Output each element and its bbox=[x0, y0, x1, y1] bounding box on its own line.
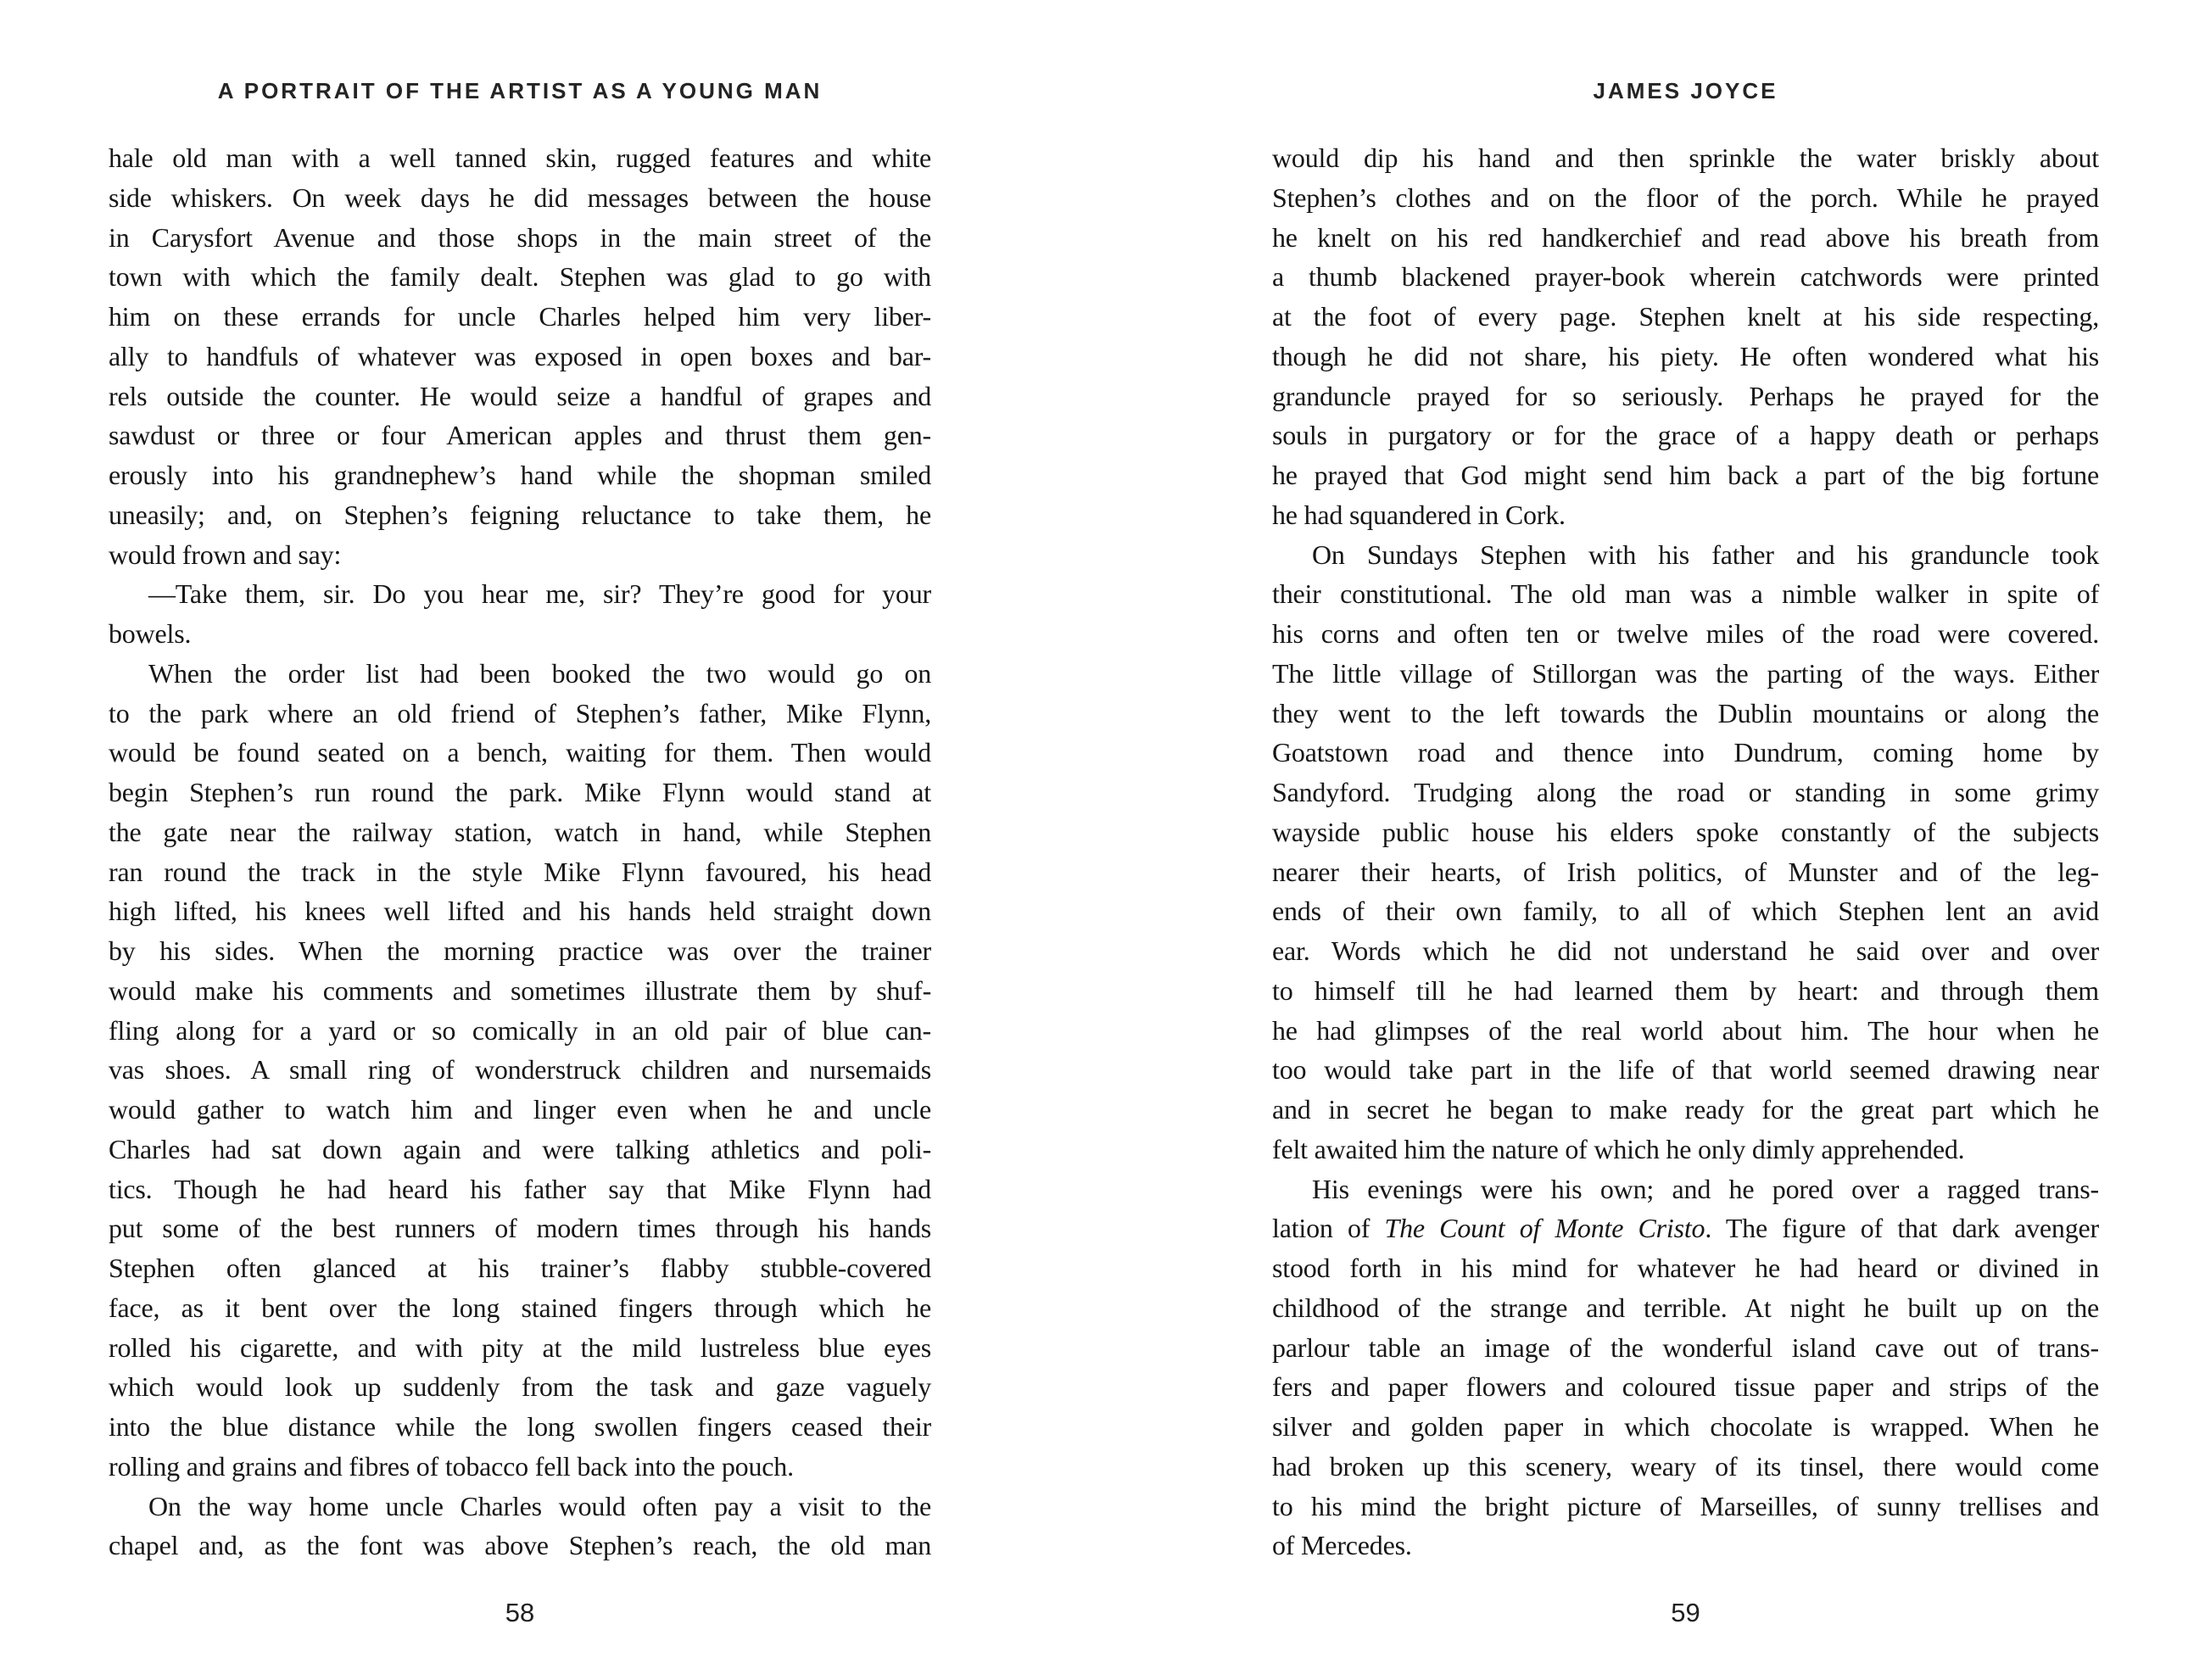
text-segment: town with which the family dealt. Stephen was glad to go with bbox=[109, 261, 931, 293]
text-line bbox=[109, 178, 931, 218]
page-number-right: 59 bbox=[1671, 1598, 1700, 1627]
text-line bbox=[109, 138, 931, 178]
text-line bbox=[1272, 654, 2099, 694]
text-line-content bbox=[1272, 698, 2099, 728]
text-line bbox=[109, 694, 931, 734]
text-line-content bbox=[109, 975, 931, 1006]
text-line-content bbox=[109, 539, 341, 570]
text-line bbox=[109, 1447, 931, 1487]
text-line-content bbox=[1272, 935, 2099, 966]
text-line-content bbox=[1272, 182, 2099, 213]
text-segment: he had glimpses of the real world about him. The hour when he bbox=[1272, 1014, 2099, 1046]
text-segment: parlour table an image of the wonderful island cave out of trans- bbox=[1272, 1331, 2099, 1363]
text-line-content bbox=[109, 935, 931, 966]
text-segment: would make his comments and sometimes illustrate them by shuf- bbox=[109, 974, 932, 1006]
text-segment: rolling and grains and fibres of tobacco fell back into the pouch. bbox=[109, 1450, 794, 1482]
text-line bbox=[1272, 218, 2099, 258]
text-segment: ran round the track in the style Mike Flynn favoured, his head bbox=[109, 856, 932, 887]
text-segment: His evenings were his own; and he pored over a ragged trans- bbox=[1312, 1173, 2100, 1204]
text-segment: into the blue distance while the long swollen fingers ceased their bbox=[109, 1411, 932, 1442]
text-line bbox=[109, 297, 931, 337]
text-line-content bbox=[148, 578, 931, 609]
text-segment: Stephen’s clothes and on the floor of the porch. While he prayed bbox=[1272, 181, 2099, 213]
text-segment: put some of the best runners of modern times through his hands bbox=[109, 1213, 932, 1244]
text-line bbox=[109, 1328, 931, 1368]
text-line-content bbox=[109, 777, 931, 807]
text-segment: to his mind the bright picture of Marseilles, of sunny trellises and bbox=[1272, 1490, 2099, 1521]
text-segment: though he did not share, his piety. He often wondered what his bbox=[1272, 340, 2100, 371]
text-segment: at the foot of every page. Stephen knelt at his side respecting, bbox=[1272, 301, 2100, 332]
text-line bbox=[1272, 1208, 2099, 1248]
text-segment: which would look up suddenly from the task and gaze vaguely bbox=[109, 1371, 931, 1403]
text-line-content bbox=[109, 857, 931, 887]
text-line-content bbox=[109, 1094, 931, 1125]
text-line-content bbox=[109, 460, 931, 490]
text-line bbox=[1272, 337, 2099, 377]
text-line bbox=[109, 1487, 931, 1527]
text-segment: his corns and often ten or twelve miles of the road were covered. bbox=[1272, 618, 2100, 649]
text-line-content bbox=[1272, 1451, 2099, 1482]
text-segment: On the way home uncle Charles would often pay a visit to the bbox=[148, 1490, 932, 1521]
text-line-content bbox=[109, 1054, 931, 1085]
text-line-content bbox=[109, 301, 931, 332]
text-line-content bbox=[1272, 1371, 2099, 1402]
text-segment: granduncle prayed for so seriously. Perhaps he prayed for the bbox=[1272, 380, 2099, 411]
text-line bbox=[109, 377, 931, 416]
text-segment: would gather to watch him and linger even when he and uncle bbox=[109, 1094, 931, 1125]
text-line-content bbox=[1272, 1332, 2099, 1363]
text-line-content bbox=[109, 222, 931, 253]
text-line bbox=[1272, 773, 2099, 812]
text-segment: Stephen often glanced at his trainer’s flabby stubble-covered bbox=[109, 1253, 931, 1283]
text-line-content bbox=[1272, 1134, 1964, 1164]
text-segment: and in secret he began to make ready for the great part which he bbox=[1272, 1094, 2099, 1125]
text-segment: felt awaited him the nature of which he only dimly apprehended. bbox=[1272, 1133, 1965, 1164]
text-segment: to himself till he had learned them by heart: and through them bbox=[1272, 974, 2099, 1006]
text-line bbox=[109, 1050, 931, 1090]
text-line bbox=[109, 812, 931, 852]
left-page bbox=[109, 0, 931, 1680]
text-line bbox=[1272, 1090, 2099, 1130]
running-head-left: A PORTRAIT OF THE ARTIST AS A YOUNG MAN bbox=[217, 78, 823, 103]
text-segment: he prayed that God might send him back a part of the big fortune bbox=[1272, 460, 2099, 490]
right-page bbox=[1272, 0, 2099, 1680]
text-line-content bbox=[1272, 777, 2099, 807]
text-line bbox=[109, 1288, 931, 1328]
text-segment: fers and paper flowers and coloured tissue paper and strips of the bbox=[1272, 1371, 2099, 1403]
text-line-content bbox=[1272, 341, 2099, 371]
text-segment: in Carysfort Avenue and those shops in the main street of the bbox=[109, 221, 931, 253]
text-line bbox=[1272, 1248, 2099, 1288]
text-line bbox=[1272, 812, 2099, 852]
text-line bbox=[109, 614, 931, 654]
text-line bbox=[1272, 1130, 2099, 1169]
text-line bbox=[109, 455, 931, 495]
text-line-content bbox=[1272, 578, 2099, 609]
text-segment: uneasily; and, on Stephen’s feigning reluctance to take them, he bbox=[109, 499, 931, 530]
text-segment: would dip his hand and then sprinkle the water briskly about bbox=[1272, 142, 2099, 173]
text-line bbox=[109, 773, 931, 812]
text-segment: fling along for a yard or so comically in an old pair of blue can- bbox=[109, 1014, 931, 1046]
text-segment: stood forth in his mind for whatever he had heard or divined in bbox=[1272, 1253, 2099, 1283]
text-line-content bbox=[109, 1015, 931, 1046]
text-line-content bbox=[1272, 301, 2099, 332]
text-line-content bbox=[1272, 1213, 2099, 1243]
text-line-content bbox=[109, 1174, 931, 1204]
text-line-content bbox=[1272, 975, 2099, 1006]
text-line bbox=[109, 971, 931, 1011]
text-line-content bbox=[109, 1451, 794, 1482]
text-segment: childhood of the strange and terrible. At night he built up on the bbox=[1272, 1292, 2099, 1323]
text-line-content bbox=[109, 1411, 931, 1442]
text-line bbox=[109, 1407, 931, 1447]
text-line bbox=[109, 535, 931, 575]
right-page-text bbox=[1272, 138, 2099, 1566]
text-line-content bbox=[1272, 142, 2099, 173]
text-line-content bbox=[1272, 460, 2099, 490]
text-line bbox=[109, 1248, 931, 1288]
text-line-content bbox=[1272, 1253, 2099, 1283]
text-line bbox=[1272, 971, 2099, 1011]
text-segment: Sandyford. Trudging along the road or standing in some grimy bbox=[1272, 777, 2100, 807]
text-segment: erously into his grandnephew’s hand while the shopman smiled bbox=[109, 460, 931, 490]
text-line-content bbox=[109, 618, 191, 649]
text-line bbox=[109, 733, 931, 773]
text-line bbox=[109, 1090, 931, 1130]
text-line bbox=[109, 257, 931, 297]
text-line bbox=[109, 337, 931, 377]
text-segment: When the order list had been booked the two would go on bbox=[148, 657, 931, 689]
text-line bbox=[1272, 297, 2099, 337]
text-line-content bbox=[1272, 817, 2099, 847]
text-line-content bbox=[1272, 261, 2099, 292]
text-segment: —Take them, sir. Do you hear me, sir? They’re good for your bbox=[148, 578, 932, 610]
text-line-content bbox=[109, 420, 931, 450]
text-line bbox=[1272, 852, 2099, 892]
text-segment: ends of their own family, to all of which Stephen lent an avid bbox=[1272, 896, 2099, 927]
text-segment: a thumb blackened prayer-book wherein catchwords were printed bbox=[1272, 261, 2100, 293]
text-line-content bbox=[109, 261, 931, 292]
text-segment: face, as it bent over the long stained fingers through which he bbox=[109, 1292, 931, 1323]
text-segment: ear. Words which he did not understand he said over and over bbox=[1272, 935, 2099, 966]
text-line bbox=[1272, 495, 2099, 535]
text-line bbox=[1272, 416, 2099, 455]
text-segment: ally to handfuls of whatever was exposed in open boxes and bar- bbox=[109, 340, 931, 371]
text-segment: nearer their hearts, of Irish politics, of Munster and of the leg- bbox=[1272, 856, 2100, 887]
text-line bbox=[109, 654, 931, 694]
text-segment: begin Stephen’s run round the park. Mike Flynn would stand at bbox=[109, 777, 931, 807]
text-line-content bbox=[148, 658, 931, 689]
text-segment: bowels. bbox=[109, 618, 192, 649]
text-segment: their constitutional. The old man was a nimble walker in spite of bbox=[1272, 578, 2100, 610]
text-line-content bbox=[1272, 857, 2099, 887]
text-line-content bbox=[109, 1213, 931, 1243]
text-line-content bbox=[1272, 381, 2099, 411]
text-line bbox=[109, 1011, 931, 1051]
text-segment: lation of bbox=[1272, 1213, 1385, 1244]
text-line-content bbox=[109, 142, 931, 173]
text-segment: of Mercedes. bbox=[1272, 1530, 1412, 1561]
text-segment: by his sides. When the morning practice was over the trainer bbox=[109, 935, 931, 966]
text-line bbox=[1272, 535, 2099, 575]
text-segment: vas shoes. A small ring of wonderstruck children and nursemaids bbox=[109, 1054, 931, 1086]
text-line-content bbox=[109, 381, 931, 411]
text-segment: they went to the left towards the Dublin mountains or along the bbox=[1272, 697, 2100, 728]
text-line bbox=[1272, 1407, 2099, 1447]
text-segment: tics. Though he had heard his father say that Mike Flynn had bbox=[109, 1173, 931, 1204]
text-line-content bbox=[1272, 658, 2099, 689]
text-line-content bbox=[109, 1371, 931, 1402]
text-line bbox=[109, 931, 931, 971]
text-segment: silver and golden paper in which chocolate is wrapped. When he bbox=[1272, 1411, 2099, 1442]
text-line bbox=[1272, 1288, 2099, 1328]
text-line bbox=[109, 416, 931, 455]
text-line bbox=[109, 891, 931, 931]
text-line bbox=[1272, 138, 2099, 178]
text-segment: Charles had sat down again and were talking athletics and poli- bbox=[109, 1133, 932, 1164]
text-line-content bbox=[1272, 896, 2099, 926]
text-line-content bbox=[1312, 539, 2099, 570]
text-line-content bbox=[1272, 1530, 1412, 1560]
text-segment: hale old man with a well tanned skin, rugged features and white bbox=[109, 142, 932, 173]
text-line-content bbox=[1272, 1491, 2099, 1521]
text-line bbox=[1272, 1447, 2099, 1487]
text-line-content bbox=[109, 1292, 931, 1323]
text-line-content bbox=[109, 896, 931, 926]
text-line bbox=[109, 1169, 931, 1209]
text-segment: Goatstown road and thence into Dundrum, coming home by bbox=[1272, 737, 2099, 768]
text-line-content bbox=[1272, 1015, 2099, 1046]
text-line-content bbox=[109, 1332, 931, 1363]
text-segment: sawdust or three or four American apples and thrust them gen- bbox=[109, 420, 931, 451]
text-line-content bbox=[109, 737, 931, 767]
text-segment: souls in purgatory or for the grace of a happy death or perhaps bbox=[1272, 420, 2099, 451]
book-title-italic: The Count of Monte Cristo bbox=[1384, 1213, 1705, 1244]
text-line-content bbox=[1272, 737, 2099, 767]
text-segment: would frown and say: bbox=[109, 539, 342, 570]
text-line bbox=[1272, 574, 2099, 614]
text-line-content bbox=[109, 698, 931, 728]
page-number-left: 58 bbox=[505, 1598, 535, 1627]
text-segment: side whiskers. On week days he did messages between the house bbox=[109, 181, 932, 213]
text-line bbox=[1272, 1169, 2099, 1209]
text-line-content bbox=[109, 500, 931, 530]
text-segment: to the park where an old friend of Stephen’s father, Mike Flynn, bbox=[109, 697, 932, 728]
text-line-content bbox=[109, 182, 931, 213]
text-segment: rels outside the counter. He would seize a handful of grapes and bbox=[109, 380, 932, 411]
text-line-content bbox=[1272, 1054, 2099, 1085]
text-line-content bbox=[1272, 1292, 2099, 1323]
text-line-content bbox=[1272, 500, 1566, 530]
text-segment: The little village of Stillorgan was the parting of the ways. Either bbox=[1272, 657, 2100, 689]
text-segment: him on these errands for uncle Charles helped him very liber- bbox=[109, 301, 931, 332]
text-line-content bbox=[109, 341, 931, 371]
text-line bbox=[1272, 694, 2099, 734]
text-segment: high lifted, his knees well lifted and his hands held straight down bbox=[109, 896, 931, 927]
text-line bbox=[1272, 1011, 2099, 1051]
text-segment: would be found seated on a bench, waiting for them. Then would bbox=[109, 737, 931, 768]
text-line bbox=[1272, 178, 2099, 218]
text-segment: chapel and, as the font was above Stephen’s reach, the old man bbox=[109, 1530, 931, 1561]
text-line-content bbox=[1272, 222, 2099, 253]
text-segment: he had squandered in Cork. bbox=[1272, 499, 1566, 530]
text-segment: the gate near the railway station, watch in hand, while Stephen bbox=[109, 816, 932, 847]
text-line bbox=[109, 574, 931, 614]
text-line-content bbox=[1272, 618, 2099, 649]
text-line-content bbox=[1272, 1094, 2099, 1125]
text-line bbox=[1272, 1050, 2099, 1090]
text-line-content bbox=[1272, 420, 2099, 450]
text-line bbox=[109, 1130, 931, 1169]
text-line bbox=[109, 1367, 931, 1407]
text-line-content bbox=[1312, 1174, 2099, 1204]
text-line bbox=[1272, 455, 2099, 495]
text-segment: On Sundays Stephen with his father and his granduncle took bbox=[1312, 539, 2100, 570]
text-line-content bbox=[1272, 1411, 2099, 1442]
text-segment: too would take part in the life of that world seemed drawing near bbox=[1272, 1054, 2099, 1086]
text-line-content bbox=[109, 1134, 931, 1164]
text-line bbox=[1272, 733, 2099, 773]
text-line bbox=[1272, 257, 2099, 297]
text-line bbox=[1272, 1526, 2099, 1566]
text-line bbox=[1272, 891, 2099, 931]
text-line bbox=[1272, 931, 2099, 971]
text-segment: wayside public house his elders spoke constantly of the subjects bbox=[1272, 816, 2099, 847]
text-line-content bbox=[109, 1253, 931, 1283]
text-segment: he knelt on his red handkerchief and read above his breath from bbox=[1272, 221, 2100, 253]
running-head-right: JAMES JOYCE bbox=[1593, 78, 1778, 103]
text-segment: . The figure of that dark avenger bbox=[1705, 1213, 2099, 1244]
text-line bbox=[1272, 1328, 2099, 1368]
text-line bbox=[1272, 1487, 2099, 1527]
left-page-text bbox=[109, 138, 931, 1566]
text-line bbox=[1272, 614, 2099, 654]
text-line bbox=[109, 495, 931, 535]
text-line bbox=[1272, 1367, 2099, 1407]
text-line bbox=[109, 1208, 931, 1248]
text-line-content bbox=[109, 817, 931, 847]
text-line bbox=[109, 218, 931, 258]
text-line bbox=[109, 1526, 931, 1566]
text-line bbox=[109, 852, 931, 892]
text-line-content bbox=[109, 1530, 931, 1560]
text-segment: had broken up this scenery, weary of its tinsel, there would come bbox=[1272, 1450, 2099, 1482]
text-line bbox=[1272, 377, 2099, 416]
text-line-content bbox=[148, 1491, 931, 1521]
text-segment: rolled his cigarette, and with pity at the mild lustreless blue eyes bbox=[109, 1331, 932, 1363]
